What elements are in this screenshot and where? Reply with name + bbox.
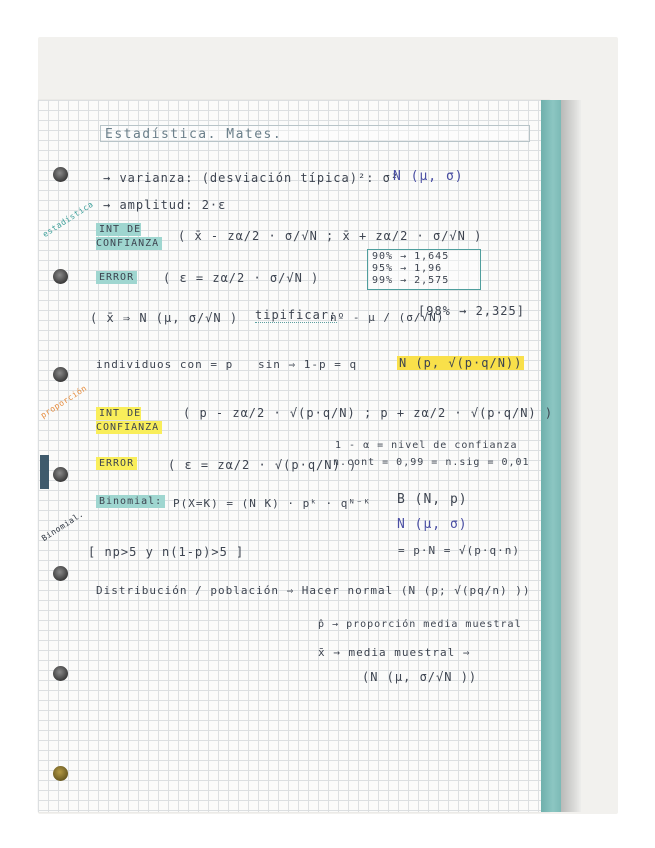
normal-approx-notation: N (μ, σ) <box>397 517 468 532</box>
binder-hole <box>53 766 68 781</box>
amplitud-line: → amplitud: 2·ε <box>103 198 227 212</box>
teal-divider-tab <box>541 100 561 812</box>
binder-hole <box>53 666 68 681</box>
page-edge-shadow <box>561 100 581 812</box>
side-label-binomial: Binomial. <box>40 509 86 543</box>
z-table-row: 90% → 1,645 <box>372 251 450 262</box>
page-title: Estadística. Mates. <box>105 127 283 142</box>
binder-hole <box>53 467 68 482</box>
ncont-line: n.cont = 0,99 = n.sig = 0,01 <box>333 457 530 468</box>
nivel-confianza-line: 1 - α = nivel de confianza <box>335 440 518 451</box>
proportion-normal: N (p, √(p·q/N)) <box>399 356 523 370</box>
normal-notation: N (μ, σ) <box>393 169 464 184</box>
distribucion-line: Distribución / población ⇒ Hacer normal (N (p; √(pq/n) )) <box>96 584 531 597</box>
sample-mean-distribution: ( x̄ ⇒ N (μ, σ/√N ) <box>90 311 239 325</box>
z-table-row: 95% → 1,96 <box>372 263 443 274</box>
int-confianza-label: INT DE CONFIANZA <box>96 223 170 251</box>
xbar-line: x̄ → media muestral ⇒ <box>318 646 471 659</box>
side-label-proporcion: proporción <box>39 383 89 420</box>
binder-hole <box>53 269 68 284</box>
side-label-estadistica: estadística <box>41 199 96 239</box>
binomial-formula: P(X=K) = (N K) · pᵏ · qᴺ⁻ᴷ <box>173 497 372 510</box>
tipificar-label: tipificar: <box>255 308 338 322</box>
individuos-line: individuos con = p <box>96 358 234 371</box>
binomial-label: Binomial: <box>96 497 165 507</box>
error-label-2: ERROR <box>96 459 137 469</box>
varianza-line: → varianza: (desviación típica)²: σ² <box>103 171 400 185</box>
binomial-notation: B (N, p) <box>397 492 468 507</box>
binder-hole <box>53 367 68 382</box>
z98-note: [98% → 2,325] <box>418 304 525 318</box>
int-confianza-formula: ( x̄ - zα/2 · σ/√N ; x̄ + zα/2 · σ/√N ) <box>178 229 483 243</box>
phat-line: p̂ → proporción media muestral <box>318 619 522 630</box>
normal-approx-values: = p·N = √(p·q·n) <box>398 544 520 557</box>
sampling-distribution: (N (μ, σ/√N )) <box>362 670 478 684</box>
z-table-row: 99% → 2,575 <box>372 275 450 286</box>
int-confianza-formula-2: ( p - zα/2 · √(p·q/N) ; p + zα/2 · √(p·q/N) ) <box>183 406 554 420</box>
binomial-condition: [ np>5 y n(1-p)>5 ] <box>88 545 245 559</box>
error-formula-2: ( ε = zα/2 · √(p·q/N) ) <box>168 458 358 472</box>
sticky-tab <box>40 455 49 489</box>
error-formula: ( ε = zα/2 · σ/√N ) <box>163 271 320 285</box>
binder-hole <box>53 167 68 182</box>
error-label: ERROR <box>96 273 137 283</box>
tipificar-formula: nº - μ / (σ/√N) <box>330 311 445 324</box>
sin-line: sin ⇒ 1-p = q <box>258 358 358 371</box>
binder-hole <box>53 566 68 581</box>
int-confianza-label-2: INT DE CONFIANZA <box>96 407 176 435</box>
